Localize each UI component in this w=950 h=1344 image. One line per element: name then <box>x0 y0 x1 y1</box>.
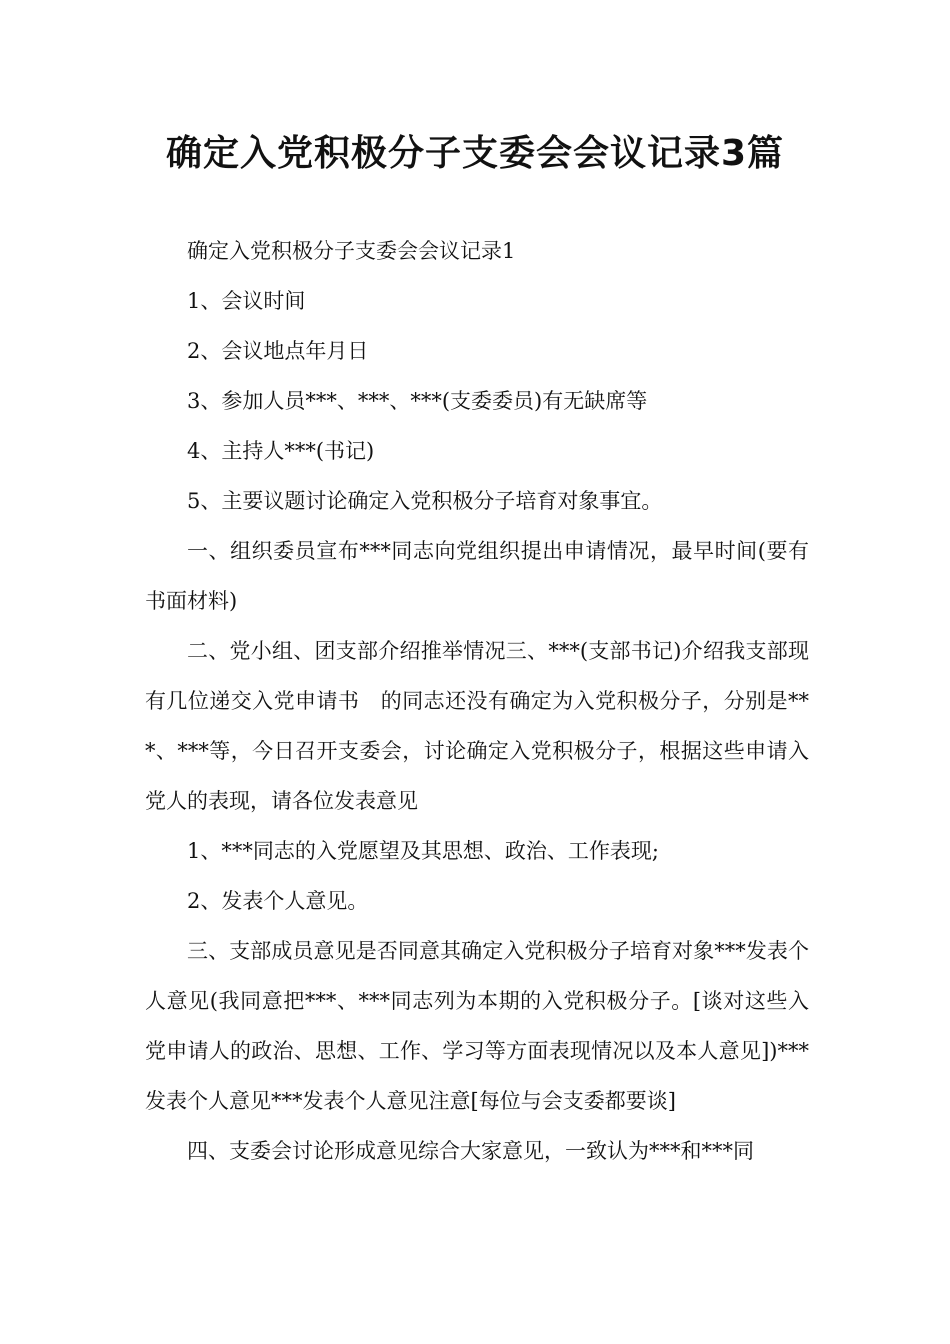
paragraph-section-one: 一、组织委员宣布***同志向党组织提出申请情况，最早时间(要有书面材料) <box>145 539 809 613</box>
paragraph-item-willingness: 1、***同志的入党愿望及其思想、政治、工作表现; <box>187 839 659 863</box>
paragraph-section-two: 二、党小组、团支部介绍推举情况三、***(支部书记)介绍我支部现有几位递交入党申请书 的同志还没有确定为入党积极分子，分别是***、***等，今日召开支委会，讨论确定入党积极分子，根据这些申请入党人的表现，请各位发表意见 <box>145 639 809 813</box>
paragraph-attendees: 3、参加人员***、***、***(支委委员)有无缺席等 <box>187 389 648 413</box>
paragraph-section-four: 四、支委会讨论形成意见综合大家意见，一致认为***和***同 <box>187 1139 754 1163</box>
paragraph-host: 4、主持人***(书记) <box>187 439 375 463</box>
paragraph-section-three: 三、支部成员意见是否同意其确定入党积极分子培育对象***发表个人意见(我同意把***、***同志列为本期的入党积极分子。[谈对这些入党申请人的政治、思想、工作、学习等方面表现情况以及本人意见])***发表个人意见***发表个人意见注意[每位与会支委都要谈] <box>145 939 809 1113</box>
paragraph-item-opinion: 2、发表个人意见。 <box>187 889 369 913</box>
paragraph-meeting-time: 1、会议时间 <box>187 289 306 313</box>
paragraph-subtitle: 确定入党积极分子支委会会议记录1 <box>187 239 516 263</box>
paragraph-meeting-place: 2、会议地点年月日 <box>187 339 369 363</box>
document-body <box>145 226 809 1176</box>
document-title: 确定入党积极分子支委会会议记录3篇 <box>165 133 785 174</box>
paragraph-main-topic: 5、主要议题讨论确定入党积极分子培育对象事宜。 <box>187 489 663 513</box>
